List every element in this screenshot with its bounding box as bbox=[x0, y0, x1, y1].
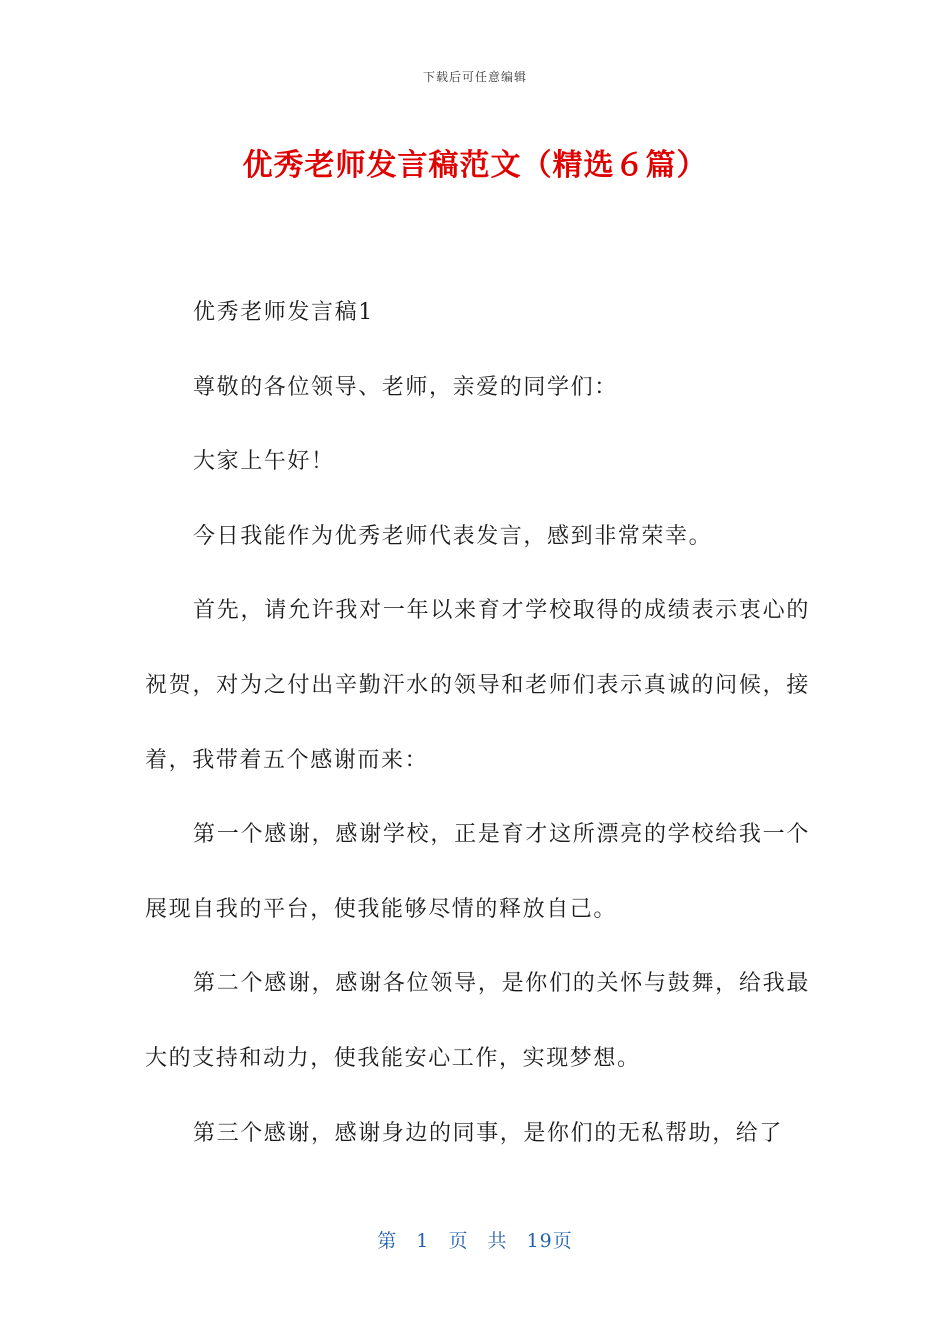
page-footer bbox=[0, 1226, 950, 1253]
footer-page-word: 页 bbox=[448, 1230, 469, 1252]
footer-total-pages: 19页 bbox=[526, 1230, 573, 1252]
paragraph: 第一个感谢，感谢学校，正是育才这所漂亮的学校给我一个展现自我的平台，使我能够尽情的释放自己。 bbox=[145, 822, 810, 922]
paragraph: 首先，请允许我对一年以来育才学校取得的成绩表示衷心的祝贺，对为之付出辛勤汗水的领导和老师们表示真诚的问候，接着，我带着五个感谢而来： bbox=[145, 598, 810, 773]
paragraph-greeting: 大家上午好！ bbox=[193, 449, 335, 475]
footer-current-page: 1 bbox=[416, 1230, 430, 1252]
paragraph-salutation: 尊敬的各位领导、老师，亲爱的同学们： bbox=[193, 374, 618, 400]
footer-total-word: 共 bbox=[487, 1230, 508, 1252]
paragraph: 今日我能作为优秀老师代表发言，感到非常荣幸。 bbox=[193, 523, 713, 549]
document-body bbox=[145, 276, 810, 1171]
paragraph: 第二个感谢，感谢各位领导，是你们的关怀与鼓舞，给我最大的支持和动力，使我能安心工作，实现梦想。 bbox=[145, 971, 810, 1071]
footer-prefix: 第 bbox=[377, 1230, 398, 1252]
header-note: 下载后可任意编辑 bbox=[422, 70, 527, 84]
document-title: 优秀老师发言稿范文（精选６篇） bbox=[242, 148, 708, 183]
paragraph-heading: 优秀老师发言稿1 bbox=[193, 300, 374, 325]
paragraph: 第三个感谢，感谢身边的同事，是你们的无私帮助，给了 bbox=[193, 1120, 784, 1146]
